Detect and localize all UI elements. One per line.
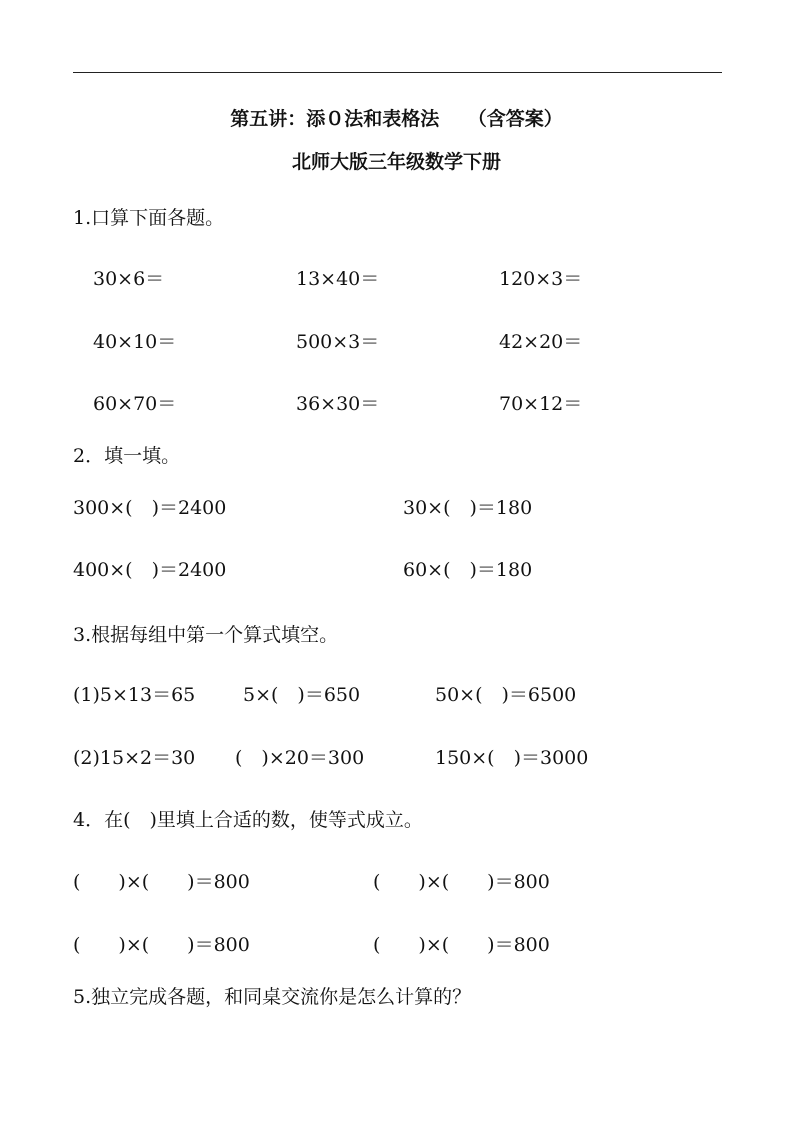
- q1-item: 40×10＝: [93, 331, 177, 353]
- q2-item: 400×( )＝2400: [73, 559, 227, 581]
- q1-item: 30×6＝: [93, 268, 165, 290]
- q3-heading: 3.根据每组中第一个算式填空。: [73, 624, 339, 646]
- q1-item: 42×20＝: [499, 331, 583, 353]
- q2-item: 30×( )＝180: [403, 497, 533, 519]
- q4-item: ( )×( )＝800: [373, 871, 550, 893]
- q4-item: ( )×( )＝800: [73, 871, 250, 893]
- q5-heading: 5.独立完成各题，和同桌交流你是怎么计算的？: [73, 986, 472, 1008]
- q1-item: 500×3＝: [296, 331, 380, 353]
- worksheet-title: 第五讲：添０法和表格法 （含答案）: [230, 108, 563, 130]
- q3-item: 50×( )＝6500: [435, 684, 577, 706]
- q1-item: 70×12＝: [499, 393, 583, 415]
- q4-item: ( )×( )＝800: [373, 934, 550, 956]
- q4-heading: 4．在( )里填上合适的数，使等式成立。: [73, 809, 423, 831]
- q4-item: ( )×( )＝800: [73, 934, 250, 956]
- q1-item: 120×3＝: [499, 268, 583, 290]
- q3-item: (1)5×13＝65: [73, 684, 196, 706]
- q1-item: 13×40＝: [296, 268, 380, 290]
- q3-item: ( )×20＝300: [235, 747, 365, 769]
- q2-item: 300×( )＝2400: [73, 497, 227, 519]
- q3-item: 5×( )＝650: [243, 684, 361, 706]
- q3-item: 150×( )＝3000: [435, 747, 589, 769]
- q1-heading: 1.口算下面各题。: [73, 207, 225, 229]
- q3-item: (2)15×2＝30: [73, 747, 196, 769]
- q1-item: 60×70＝: [93, 393, 177, 415]
- q2-heading: 2．填一填。: [73, 445, 181, 467]
- header-rule: [73, 72, 722, 73]
- q2-item: 60×( )＝180: [403, 559, 533, 581]
- worksheet-subtitle: 北师大版三年级数学下册: [291, 151, 501, 173]
- q1-item: 36×30＝: [296, 393, 380, 415]
